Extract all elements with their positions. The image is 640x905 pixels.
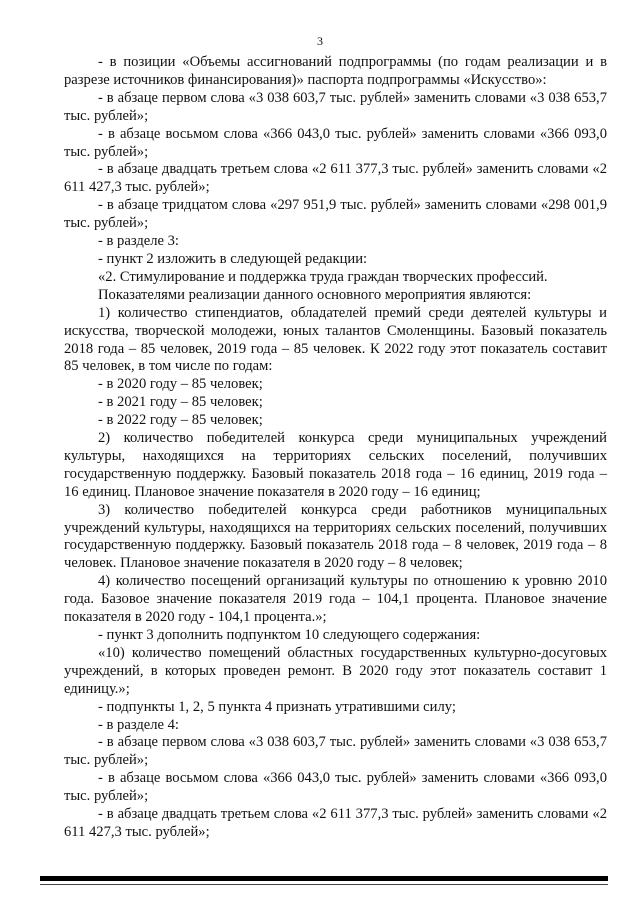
paragraph: - подпункты 1, 2, 5 пункта 4 признать утратившими силу; (98, 698, 456, 715)
paragraph: - в позиции «Объемы ассигнований подпрограммы (по годам реализации и в разрезе источников финансирования)» паспорта подпрограммы «Искусство»: (64, 54, 607, 88)
paragraph: - в абзаце первом слова «3 038 603,7 тыс. рублей» заменить словами «3 038 653,7 тыс. рублей»; (64, 734, 607, 769)
paragraph: - в разделе 4: (98, 716, 179, 733)
paragraph: - в абзаце первом слова «3 038 603,7 тыс. рублей» заменить словами «3 038 653,7 тыс. рублей»; (64, 89, 607, 124)
paragraph: - в абзаце двадцать третьем слова «2 611 377,3 тыс. рублей» заменить словами «2 611 427,3 тыс. рублей»; (64, 806, 607, 840)
paragraph: - в абзаце восьмом слова «366 043,0 тыс. рублей» заменить словами «366 093,0 тыс. рублей»; (64, 770, 607, 805)
paragraph: «2. Стимулирование и поддержка труда граждан творческих профессий. (98, 268, 548, 285)
bottom-rule-thin (40, 884, 608, 885)
paragraph: - в 2021 году – 85 человек; (98, 394, 263, 411)
paragraph: - в абзаце тридцатом слова «297 951,9 тыс. рублей» заменить словами «298 001,9 тыс. рублей»; (64, 197, 607, 232)
paragraph: - в абзаце двадцать третьем слова «2 611 377,3 тыс. рублей» заменить словами «2 611 427,3 тыс. рублей»; (64, 161, 607, 196)
bottom-rule-thick (40, 876, 608, 881)
paragraph: - в 2020 году – 85 человек; (98, 376, 263, 393)
paragraph: Показателями реализации данного основного мероприятия являются: (98, 286, 532, 303)
paragraph: - пункт 2 изложить в следующей редакции: (98, 250, 368, 267)
paragraph: - пункт 3 дополнить подпунктом 10 следующего содержания: (98, 627, 481, 643)
page-number: 3 (317, 34, 323, 48)
paragraph: - в разделе 3: (98, 233, 179, 250)
paragraph: - в 2022 году – 85 человек; (98, 412, 263, 429)
paragraph: 2) количество победителей конкурса среди муниципальных учреждений культуры, находящихся на территориях сельских поселений, получивших государственную поддержку. Базовый показатель 2018 года – 16 единиц, 2019 года – 16 единиц. Плановое значение показателя в 2020 году – 16 единиц; (64, 430, 607, 500)
paragraph: 3) количество победителей конкурса среди работников муниципальных учреждений культуры, находящихся на территориях сельских поселений, получивших государственную поддержку. Базовый показатель 2018 года – 8 человек, 2019 года – 8 человек. Плановое значение показателя в 2020 году – 8 человек; (64, 501, 607, 572)
paragraph: - в абзаце восьмом слова «366 043,0 тыс. рублей» заменить словами «366 093,0 тыс. рублей»; (64, 125, 607, 160)
paragraph: 1) количество стипендиатов, обладателей премий среди деятелей культуры и искусства, творческой молодежи, юных талантов Смоленщины. Базовый показатель 2018 года – 85 человек, 2019 года – 85 человек. К 2022 году этот показатель составит 85 человек, в том числе по годам: (64, 304, 607, 375)
document-body (64, 54, 607, 842)
paragraph: 4) количество посещений организаций культуры по отношению к уровню 2010 года. Базовое значение показателя 2019 года – 104,1 процента. Плановое значение показателя в 2020 году - 104,1 процента.»; (64, 573, 607, 626)
paragraph: «10) количество помещений областных государственных культурно-досуговых учреждений, в которых проведен ремонт. В 2020 году этот показатель составит 1 единицу.»; (64, 644, 607, 697)
